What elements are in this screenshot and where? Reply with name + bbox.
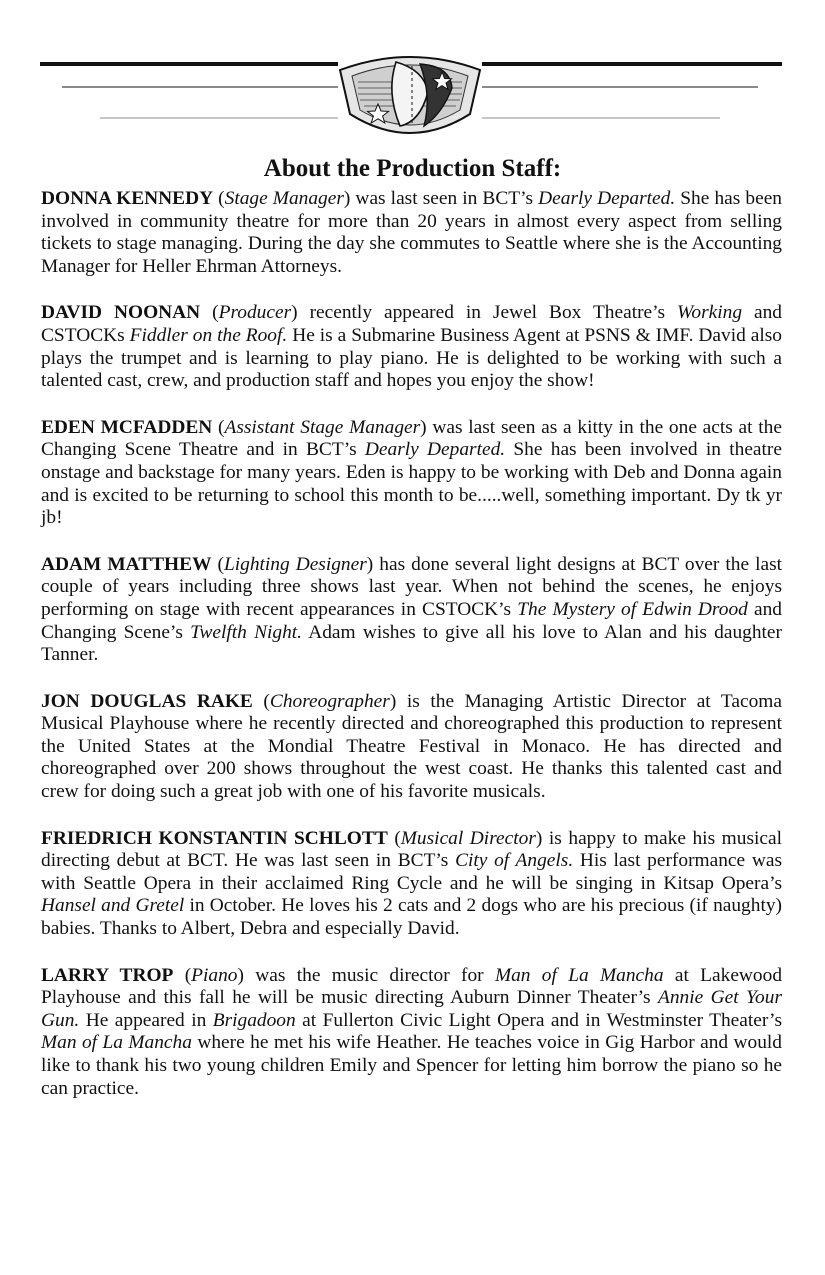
staff-bio (41, 302, 782, 392)
bio-text: ) is happy to make his musical directing debut at BCT. He was last seen in BCT’s (41, 827, 782, 872)
bio-italic-text: Working (677, 302, 743, 324)
bio-text: ( (213, 188, 225, 209)
bio-italic-text: Piano (191, 964, 238, 986)
bio-italic-text: Annie Get Your Gun. (41, 987, 782, 1031)
staff-name: DAVID NOONAN (41, 302, 201, 324)
bio-italic-text: Musical Director (400, 827, 536, 849)
staff-bio (41, 188, 782, 278)
bio-italic-text: Choreographer (269, 690, 390, 712)
bio-italic-text: City of Angels. (455, 850, 574, 872)
bio-italic-text: Producer (218, 302, 292, 324)
bio-text: where he met his wife Heather. He teaches voice in Gig Harbor and would like to thank his two young children Emily and Spencer for letting him borrow the piano so he can practice. (41, 1032, 782, 1099)
bio-italic-text: Dearly Departed. (364, 439, 506, 461)
bio-text: ) was the music director for (237, 964, 495, 986)
bio-text: He appeared in (79, 1009, 213, 1031)
bio-italic-text: Twelfth Night. (190, 621, 303, 643)
bio-italic-text: Dearly Departed. (538, 188, 676, 209)
bio-text: His last performance was with Seattle Opera in their acclaimed Ring Cycle and he will be singing in Kitsap Opera’s (41, 850, 782, 894)
bio-text: ) was last seen as a kitty in the one acts at the Changing Scene Theatre and in BCT’s (41, 416, 782, 461)
bio-text: at Lakewood Playhouse and this fall he will be music directing Auburn Dinner Theater’s (41, 964, 783, 1009)
bio-text: ( (212, 416, 225, 438)
bio-text: ( (211, 553, 224, 575)
bio-text: ( (173, 964, 192, 986)
bio-text: at Fullerton Civic Light Opera and in Westminster Theater’s (295, 1009, 782, 1031)
bio-text: ) has done several light designs at BCT over the last couple of years including three shows last year. When not behind the scenes, he enjoys performing on stage with recent appearances in CSTOCK’s (41, 553, 782, 620)
staff-bio (41, 828, 782, 941)
staff-name: FRIEDRICH KONSTANTIN SCHLOTT (41, 827, 388, 849)
staff-bio (41, 554, 782, 667)
bio-text: ) recently appeared in Jewel Box Theatre’s (291, 302, 678, 324)
bio-italic-text: Man of La Mancha (494, 964, 664, 986)
bio-text: ( (387, 827, 401, 849)
bio-text: and Changing Scene’s (41, 598, 782, 643)
bio-text: ) is the Managing Artistic Director at Tacoma Musical Playhouse where he recently directed and choreographed this production to represent the United States at the Mondial Theatre Festival in Monaco. He has directed and choreographed over 200 shows throughout the west coast. He thanks this talented cast and crew for doing such a great job with one of his favorite musicals. (41, 690, 783, 803)
bio-text: ( (200, 302, 219, 324)
bio-italic-text: Fiddler on the Roof. (129, 324, 288, 346)
bio-italic-text: Assistant Stage Manager (224, 416, 421, 438)
bio-italic-text: Stage Manager (224, 188, 344, 209)
bio-italic-text: Lighting Designer (223, 553, 367, 575)
theatre-masks-emblem-icon (40, 52, 782, 142)
bio-text: and CSTOCKs (41, 302, 782, 346)
staff-name: LARRY TROP (41, 964, 174, 986)
bio-italic-text: The Mystery of Edwin Drood (517, 598, 748, 620)
staff-name: ADAM MATTHEW (41, 553, 212, 575)
bio-text: He is a Submarine Business Agent at PSNS & IMF. David also plays the trumpet and is learning to play piano. He is delighted to be working with such a talented cast, crew, and production staff and hopes you enjoy the show! (41, 324, 782, 392)
bio-text: ( (252, 690, 270, 712)
staff-bio (41, 417, 782, 530)
staff-bio (41, 691, 782, 804)
bio-text: ) was last seen in BCT’s (343, 188, 539, 209)
bio-text: Adam wishes to give all his love to Alan and his daughter Tanner. (41, 621, 782, 666)
staff-name: DONNA KENNEDY (41, 188, 214, 209)
header-ornament (40, 52, 782, 142)
bio-text: in October. He loves his 2 cats and 2 dogs who are his precious (if naughty) babies. Thanks to Albert, Debra and especially David. (41, 895, 782, 940)
bio-italic-text: Brigadoon (212, 1009, 296, 1031)
bio-text: She has been involved in theatre onstage and backstage for many years. Eden is happy to be working with Deb and Donna again and is excited to be returning to school this month to be.....well, something important. Dy tk yr jb! (41, 439, 782, 529)
bio-italic-text: Hansel and Gretel (41, 895, 185, 917)
staff-name: JON DOUGLAS RAKE (41, 690, 253, 712)
staff-bios (41, 188, 782, 1124)
staff-bio (41, 965, 782, 1101)
bio-italic-text: Man of La Mancha (41, 1032, 192, 1054)
staff-name: EDEN MCFADDEN (41, 416, 213, 438)
page-title: About the Production Staff: (263, 155, 562, 182)
bio-text: She has been involved in community theatre for more than 20 years in almost every aspect from selling tickets to stage managing. During the day she commutes to Seattle where she is the Accounting Manager for Heller Ehrman Attorneys. (41, 188, 782, 277)
